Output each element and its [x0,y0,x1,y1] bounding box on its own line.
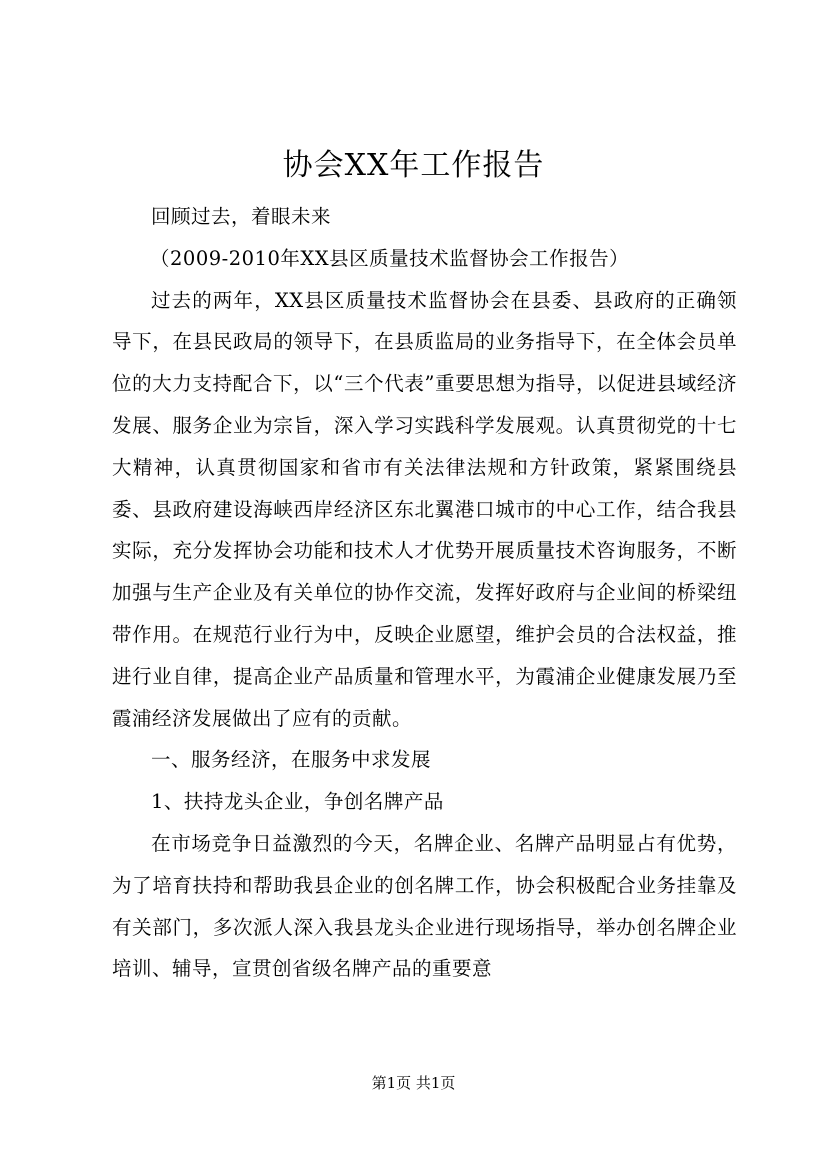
section-paragraph: 在市场竞争日益激烈的今天，名牌企业、名牌产品明显占有优势，为了培育扶持和帮助我县企业的创名牌工作，协会积极配合业务挂靠及有关部门，多次派人深入我县龙头企业进行现场指导，举办创名牌企业培训、辅导，宣贯创省级名牌产品的重要意 [112,831,737,981]
document-body [112,196,737,990]
section-heading: 一、服务经济，在服务中求发展 [151,748,432,772]
intro-paragraph: 过去的两年，XX县区质量技术监督协会在县委、县政府的正确领导下，在县民政局的领导下，在县质监局的业务指导下，在全体会员单位的大力支持配合下，以“三个代表”重要思想为指导，以促进县域经济发展、服务企业为宗旨，深入学习实践科学发展观。认真贯彻党的十七大精神，认真贯彻国家和省市有关法律法规和方针政策，紧紧围绕县委、县政府建设海峡西岸经济区东北翼港口城市的中心工作，结合我县实际，充分发挥协会功能和技术人才优势开展质量技术咨询服务，不断加强与生产企业及有关单位的协作交流，发挥好政府与企业间的桥梁纽带作用。在规范行业行为中，反映企业愿望，维护会员的合法权益，推进行业自律，提高企业产品质量和管理水平，为霞浦企业健康发展乃至霞浦经济发展做出了应有的贡献。 [112,288,737,730]
subsection-heading: 1、扶持龙头企业，争创名牌产品 [151,790,444,814]
document-title: 协会XX年工作报告 [282,148,545,183]
report-note: （2009-2010年XX县区质量技术监督协会工作报告） [150,246,630,270]
subtitle-line: 回顾过去，着眼未来 [151,205,332,228]
page-footer: 第1页 共1页 [371,1074,456,1092]
